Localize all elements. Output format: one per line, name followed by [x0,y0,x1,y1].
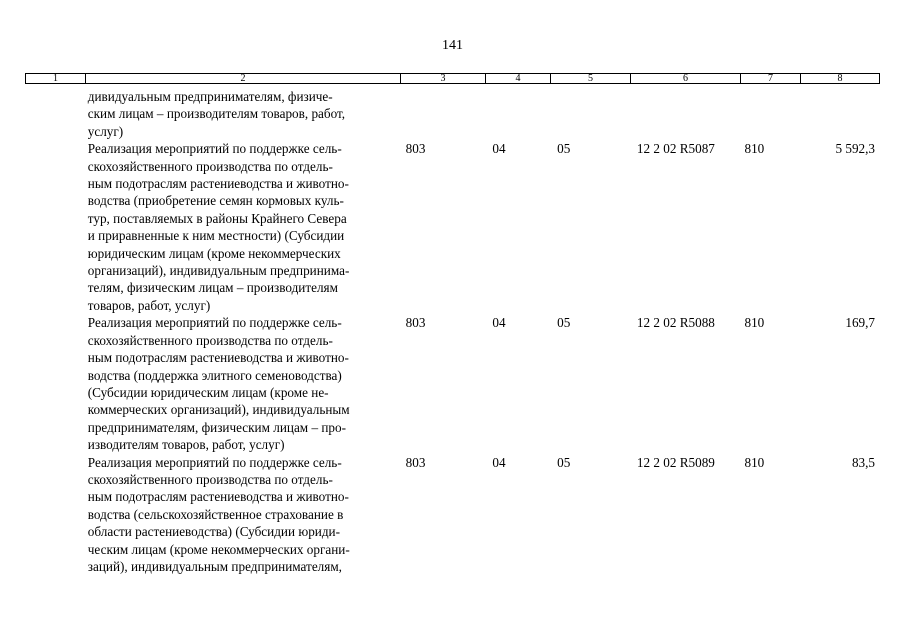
description-line: дивидуальным предпринимателям, физиче- [87,89,333,104]
cell-description [85,140,402,314]
cell-col-3: 803 [405,315,426,331]
cell-col-3: 803 [405,454,426,470]
cell-col-7: 810 [744,315,765,331]
cell-col-8: 5 592,3 [835,141,876,157]
cell-col-7 [740,88,800,140]
table-header [25,73,880,84]
header-col-8: 8 [837,73,843,84]
description-line: юридическим лицам (кроме некоммерческих [87,245,341,261]
description-line: телям, физическим лицам – производителям [87,280,338,296]
description-line: ским лицам – производителям товаров, работ, [87,106,346,122]
description-line: коммерческих организаций), индивидуальным [87,402,350,418]
description-line: изводителям товаров, работ, услуг) [87,437,285,453]
description-line: Реализация мероприятий по поддержке сель- [87,454,342,470]
description-line: Реализация мероприятий по поддержке сель- [87,141,342,157]
description-line: заций), индивидуальным предпринимателям, [87,558,342,574]
cell-col-8: 169,7 [845,315,876,331]
cell-col-8: 83,5 [851,454,876,470]
cell-col-1 [25,454,85,576]
description-line: водства (поддержка элитного семеноводства) [87,367,342,383]
description-line: водства (сельскохозяйственное страхование в [87,506,344,522]
description-line: скохозяйственного производства по отдель- [87,471,333,487]
cell-col-5 [551,88,631,140]
description-line: и приравненные к ним местности) (Субсидии [87,228,345,244]
header-col-5: 5 [551,74,631,83]
description-line: ным подотраслям растениеводства и животно- [87,176,349,192]
table-row [25,454,880,576]
description-line: услуг) [87,123,124,139]
cell-col-4 [486,88,551,140]
description-line: организаций), индивидуальным предпринима- [87,263,350,279]
cell-col-5: 05 [557,315,571,331]
cell-col-3: 803 [405,141,426,157]
description-line: ческим лицам (кроме некоммерческих органи- [87,541,350,557]
description-line: тур, поставляемых в районы Крайнего Севера [87,210,347,226]
description-line: скохозяйственного производства по отдель- [87,158,333,174]
description-line: (Субсидии юридическим лицам (кроме не- [87,384,329,400]
cell-col-6 [631,88,741,140]
cell-col-4: 04 [492,454,506,470]
cell-description [85,88,402,140]
cell-col-5: 05 [557,141,571,157]
description-line: товаров, работ, услуг) [87,297,211,313]
cell-col-8 [800,88,880,140]
cell-col-1 [25,314,85,453]
description-line: водства (приобретение семян кормовых куль- [87,193,344,209]
cell-col-6: 12 2 02 R5089 [636,454,715,470]
description-line: области растениеводства) (Субсидии юриди- [87,524,340,540]
cell-description [85,454,402,576]
cell-col-5: 05 [557,454,571,470]
description-line: Реализация мероприятий по поддержке сель- [87,315,342,331]
description-line: скохозяйственного производства по отдель- [87,332,333,348]
cell-col-1 [25,88,85,140]
table-row [25,314,880,453]
header-col-4: 4 [486,74,551,83]
header-col-2: 2 [86,74,401,83]
cell-col-7: 810 [744,141,765,157]
cell-description [85,314,402,453]
header-col-1: 1 [26,74,86,83]
cell-col-6: 12 2 02 R5088 [636,315,715,331]
description-line: ным подотраслям растениеводства и животно- [87,489,349,505]
cell-col-7: 810 [744,454,765,470]
page-number: 141 [442,38,463,53]
cell-col-1 [25,140,85,314]
table-body [25,88,880,575]
description-line: предпринимателям, физическим лицам – про- [87,419,346,435]
header-col-7: 7 [741,74,801,83]
cell-col-3 [402,88,487,140]
cell-col-4: 04 [492,141,506,157]
cell-col-6: 12 2 02 R5087 [636,141,715,157]
cell-col-4: 04 [492,315,506,331]
description-line: ным подотраслям растениеводства и животно- [87,350,349,366]
table-row [25,88,880,140]
header-col-3: 3 [401,74,486,83]
header-col-6: 6 [631,74,741,83]
table-row [25,140,880,314]
